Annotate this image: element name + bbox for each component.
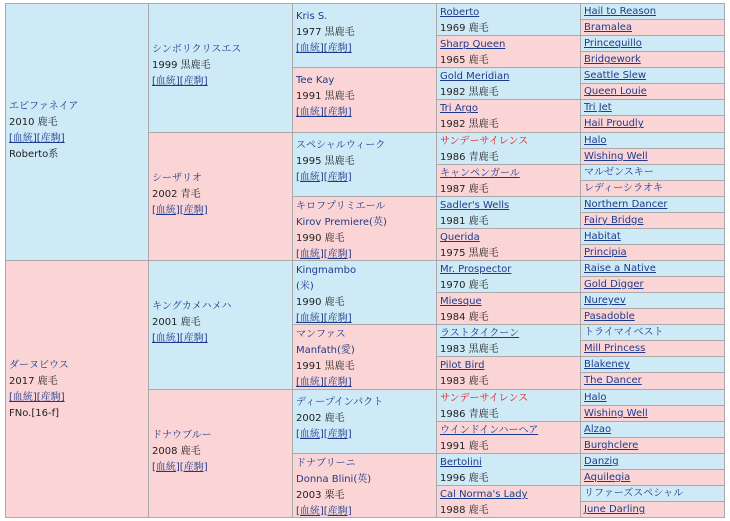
horse-name[interactable]: The Dancer [584, 375, 642, 387]
horse-name[interactable]: ラストタイクーン [440, 328, 520, 340]
pedigree-cell-gen5 [580, 485, 725, 502]
pedigree-cell-gen2 [148, 260, 294, 390]
horse-name[interactable]: Tri Argo [440, 103, 478, 115]
pedigree-cell-gen1 [5, 260, 150, 518]
horse-name[interactable]: Querida [440, 231, 480, 243]
pedigree-cell-gen5 [580, 148, 725, 165]
pedigree-cell-gen5 [580, 437, 725, 454]
pedigree-offspring-link[interactable]: [血統][産駒] [152, 204, 208, 216]
horse-year-color: 1991 黒鹿毛 [296, 91, 355, 103]
pedigree-cell-gen4 [436, 35, 581, 68]
horse-name[interactable]: Halo [584, 391, 607, 403]
horse-name: シーザリオ [152, 172, 202, 184]
horse-name[interactable]: レディーシラオキ [584, 182, 663, 194]
horse-name[interactable]: Raise a Native [584, 263, 656, 274]
horse-name[interactable]: Bridgework [584, 54, 641, 66]
horse-name[interactable]: リファーズスペシャル [584, 487, 684, 499]
horse-name: ディープインパクト [296, 396, 384, 408]
pedigree-offspring-link[interactable]: [血統][産駒] [296, 171, 352, 183]
pedigree-cell-gen4 [436, 3, 581, 36]
pedigree-cell-gen3 [292, 260, 438, 325]
horse-name[interactable]: Hail Proudly [584, 118, 644, 130]
pedigree-offspring-link[interactable]: [血統][産駒] [296, 248, 352, 260]
horse-name[interactable]: Sadler's Wells [440, 199, 510, 211]
horse-name[interactable]: Burghclere [584, 439, 639, 451]
horse-name[interactable]: Hail to Reason [584, 6, 657, 17]
horse-name[interactable]: サンデーサイレンス [440, 135, 529, 147]
horse-year-color: 1987 鹿毛 [440, 183, 489, 195]
pedigree-cell-gen5 [580, 389, 725, 406]
pedigree-offspring-link[interactable]: [血統][産駒] [9, 133, 65, 144]
horse-year-color: 1986 青鹿毛 [440, 408, 499, 420]
horse-name[interactable]: June Darling [584, 503, 646, 515]
horse-alt-name: Manfath(愛) [296, 345, 355, 357]
pedigree-offspring-link[interactable]: [血統][産駒] [152, 333, 208, 344]
pedigree-offspring-link[interactable]: [血統][産駒] [296, 107, 352, 119]
pedigree-offspring-link[interactable]: [血統][産駒] [296, 313, 352, 324]
pedigree-offspring-link[interactable]: [血統][産駒] [296, 428, 352, 440]
horse-year-color: 1981 鹿毛 [440, 215, 489, 227]
horse-name[interactable]: Habitat [584, 230, 621, 242]
horse-name[interactable]: Aquilegia [584, 471, 631, 483]
pedigree-cell-gen5 [580, 453, 725, 470]
pedigree-cell-gen5 [580, 67, 725, 84]
pedigree-cell-gen5 [580, 324, 725, 341]
pedigree-cell-gen5 [580, 356, 725, 373]
pedigree-cell-gen5 [580, 115, 725, 132]
horse-name[interactable]: Queen Louie [584, 86, 647, 98]
horse-name[interactable]: Principia [584, 246, 627, 258]
horse-year-color: 1969 鹿毛 [440, 23, 489, 34]
horse-name[interactable]: Gold Meridian [440, 71, 510, 83]
pedigree-cell-gen2 [148, 3, 294, 133]
horse-year-color: 1970 鹿毛 [440, 280, 489, 291]
horse-year-color: 1975 黒鹿毛 [440, 247, 499, 259]
pedigree-cell-gen5 [580, 3, 725, 20]
horse-year-color: 2003 栗毛 [296, 489, 345, 501]
horse-name[interactable]: トライマイベスト [584, 327, 664, 339]
horse-name[interactable]: Miesque [440, 296, 482, 308]
horse-year-color: 1991 鹿毛 [440, 440, 489, 452]
pedigree-cell-gen4 [436, 196, 581, 229]
pedigree-offspring-link[interactable]: [血統][産駒] [296, 377, 352, 389]
pedigree-cell-gen5 [580, 35, 725, 52]
pedigree-cell-gen3 [292, 453, 438, 518]
pedigree-cell-gen2 [148, 132, 294, 262]
pedigree-cell-gen1 [5, 3, 150, 261]
horse-name: キングカメハメハ [152, 301, 232, 312]
pedigree-cell-gen5 [580, 19, 725, 36]
horse-year-color: 1995 黒鹿毛 [296, 155, 355, 167]
pedigree-cell-gen4 [436, 292, 581, 325]
horse-name[interactable]: Fairy Bridge [584, 214, 644, 226]
pedigree-cell-gen3 [292, 389, 438, 454]
pedigree-cell-gen5 [580, 51, 725, 68]
horse-name[interactable]: Alzao [584, 423, 612, 435]
horse-name[interactable]: Cal Norma's Lady [440, 488, 528, 500]
pedigree-cell-gen5 [580, 180, 725, 197]
pedigree-cell-gen4 [436, 132, 581, 165]
horse-alt-name: (米) [296, 281, 314, 292]
horse-name[interactable]: Roberto [440, 7, 480, 18]
horse-name[interactable]: Danzig [584, 455, 619, 467]
pedigree-cell-gen5 [580, 469, 725, 486]
horse-year-color: 1988 鹿毛 [440, 504, 489, 516]
pedigree-cell-gen4 [436, 356, 581, 389]
horse-name[interactable]: Northern Dancer [584, 198, 668, 210]
horse-name[interactable]: Mill Princess [584, 343, 646, 355]
horse-name[interactable]: Wishing Well [584, 150, 648, 162]
horse-year-color: 1991 黒鹿毛 [296, 361, 355, 373]
pedigree-cell-gen4 [436, 99, 581, 132]
horse-line-info: Roberto系 [9, 149, 59, 160]
pedigree-cell-gen5 [580, 308, 725, 325]
pedigree-cell-gen3 [292, 196, 438, 261]
pedigree-cell-gen5 [580, 164, 725, 181]
horse-name[interactable]: Blakeney [584, 359, 630, 371]
horse-year-color: 1983 黒鹿毛 [440, 344, 499, 356]
horse-name[interactable]: マルゼンスキー [584, 166, 654, 178]
horse-name: マンファス [296, 329, 346, 341]
horse-year-color: 2001 鹿毛 [152, 317, 201, 328]
horse-name: Kris S. [296, 11, 328, 22]
pedigree-cell-gen2 [148, 389, 294, 519]
pedigree-cell-gen5 [580, 405, 725, 422]
horse-name[interactable]: Pilot Bird [440, 360, 485, 372]
horse-name[interactable]: キャンペンガール [440, 167, 520, 179]
pedigree-cell-gen4 [436, 260, 581, 293]
pedigree-cell-gen5 [580, 260, 725, 277]
pedigree-cell-gen5 [580, 83, 725, 100]
horse-year-color: 1990 鹿毛 [296, 232, 345, 244]
horse-name: ドナウブルー [152, 429, 212, 441]
pedigree-cell-gen3 [292, 324, 438, 389]
pedigree-cell-gen5 [580, 292, 725, 309]
pedigree-offspring-link[interactable]: [血統][産駒] [296, 505, 352, 517]
pedigree-cell-gen4 [436, 421, 581, 454]
horse-year-color: 1999 黒鹿毛 [152, 60, 211, 71]
horse-name[interactable]: Mr. Prospector [440, 264, 512, 275]
pedigree-cell-gen5 [580, 501, 725, 518]
pedigree-cell-gen4 [436, 67, 581, 100]
horse-year-color: 1982 黒鹿毛 [440, 119, 499, 131]
horse-year-color: 1977 黒鹿毛 [296, 27, 355, 38]
pedigree-cell-gen4 [436, 228, 581, 261]
pedigree-cell-gen5 [580, 276, 725, 293]
pedigree-cell-gen5 [580, 196, 725, 213]
pedigree-cell-gen5 [580, 244, 725, 261]
pedigree-cell-gen4 [436, 453, 581, 486]
pedigree-cell-gen4 [436, 324, 581, 357]
pedigree-cell-gen4 [436, 389, 581, 422]
horse-year-color: 2017 鹿毛 [9, 376, 58, 387]
horse-alt-name: Donna Blini(英) [296, 473, 372, 485]
pedigree-cell-gen5 [580, 421, 725, 438]
horse-name[interactable]: Tri Jet [584, 102, 612, 114]
horse-name[interactable]: Bramalea [584, 22, 633, 34]
horse-name: Tee Kay [296, 75, 335, 87]
horse-year-color: 1996 鹿毛 [440, 472, 489, 484]
horse-year-color: 2002 鹿毛 [296, 412, 345, 424]
horse-name[interactable]: Bertolini [440, 456, 482, 468]
horse-year-color: 2010 鹿毛 [9, 117, 58, 128]
horse-name[interactable]: Nureyev [584, 295, 626, 307]
pedigree-cell-gen4 [436, 164, 581, 197]
horse-name[interactable]: Sharp Queen [440, 39, 506, 51]
horse-name[interactable]: サンデーサイレンス [440, 392, 529, 404]
pedigree-cell-gen4 [436, 485, 581, 518]
horse-year-color: 1990 鹿毛 [296, 297, 345, 308]
horse-year-color: 2002 青毛 [152, 188, 201, 200]
horse-name: キロフプリミエール [296, 200, 386, 212]
horse-name[interactable]: Wishing Well [584, 407, 648, 419]
horse-name: ドナブリーニ [296, 457, 356, 469]
pedigree-cell-gen5 [580, 132, 725, 149]
horse-name: シンボリクリスエス [152, 44, 242, 55]
horse-year-color: 1986 青鹿毛 [440, 151, 499, 163]
horse-alt-name: Kirov Premiere(英) [296, 216, 387, 228]
horse-name[interactable]: Seattle Slew [584, 70, 647, 82]
horse-year-color: 1984 鹿毛 [440, 312, 489, 324]
horse-name[interactable]: Pasadoble [584, 311, 635, 323]
horse-name: ダーヌビウス [9, 360, 69, 371]
horse-name[interactable]: ウインドインハーヘア [440, 424, 539, 436]
horse-year-color: 2008 鹿毛 [152, 445, 201, 457]
horse-year-color: 1965 鹿毛 [440, 55, 489, 67]
pedigree-cell-gen5 [580, 212, 725, 229]
pedigree-cell-gen3 [292, 3, 438, 68]
pedigree-cell-gen5 [580, 372, 725, 389]
horse-line-info: FNo.[16-f] [9, 408, 60, 419]
pedigree-cell-gen5 [580, 99, 725, 116]
horse-name[interactable]: Halo [584, 134, 607, 146]
pedigree-offspring-link[interactable]: [血統][産駒] [9, 392, 65, 403]
pedigree-cell-gen5 [580, 228, 725, 245]
pedigree-offspring-link[interactable]: [血統][産駒] [296, 43, 352, 54]
horse-year-color: 1983 鹿毛 [440, 376, 489, 388]
horse-name: Kingmambo [296, 265, 357, 276]
pedigree-cell-gen5 [580, 340, 725, 357]
horse-name[interactable]: Princequillo [584, 38, 642, 50]
pedigree-cell-gen3 [292, 67, 438, 132]
pedigree-offspring-link[interactable]: [血統][産駒] [152, 461, 208, 473]
pedigree-offspring-link[interactable]: [血統][産駒] [152, 76, 208, 87]
horse-name: エピファネイア [9, 101, 79, 112]
pedigree-cell-gen3 [292, 132, 438, 197]
horse-year-color: 1982 黒鹿毛 [440, 87, 499, 99]
horse-name: スペシャルウィーク [296, 139, 386, 151]
horse-name[interactable]: Gold Digger [584, 279, 644, 291]
